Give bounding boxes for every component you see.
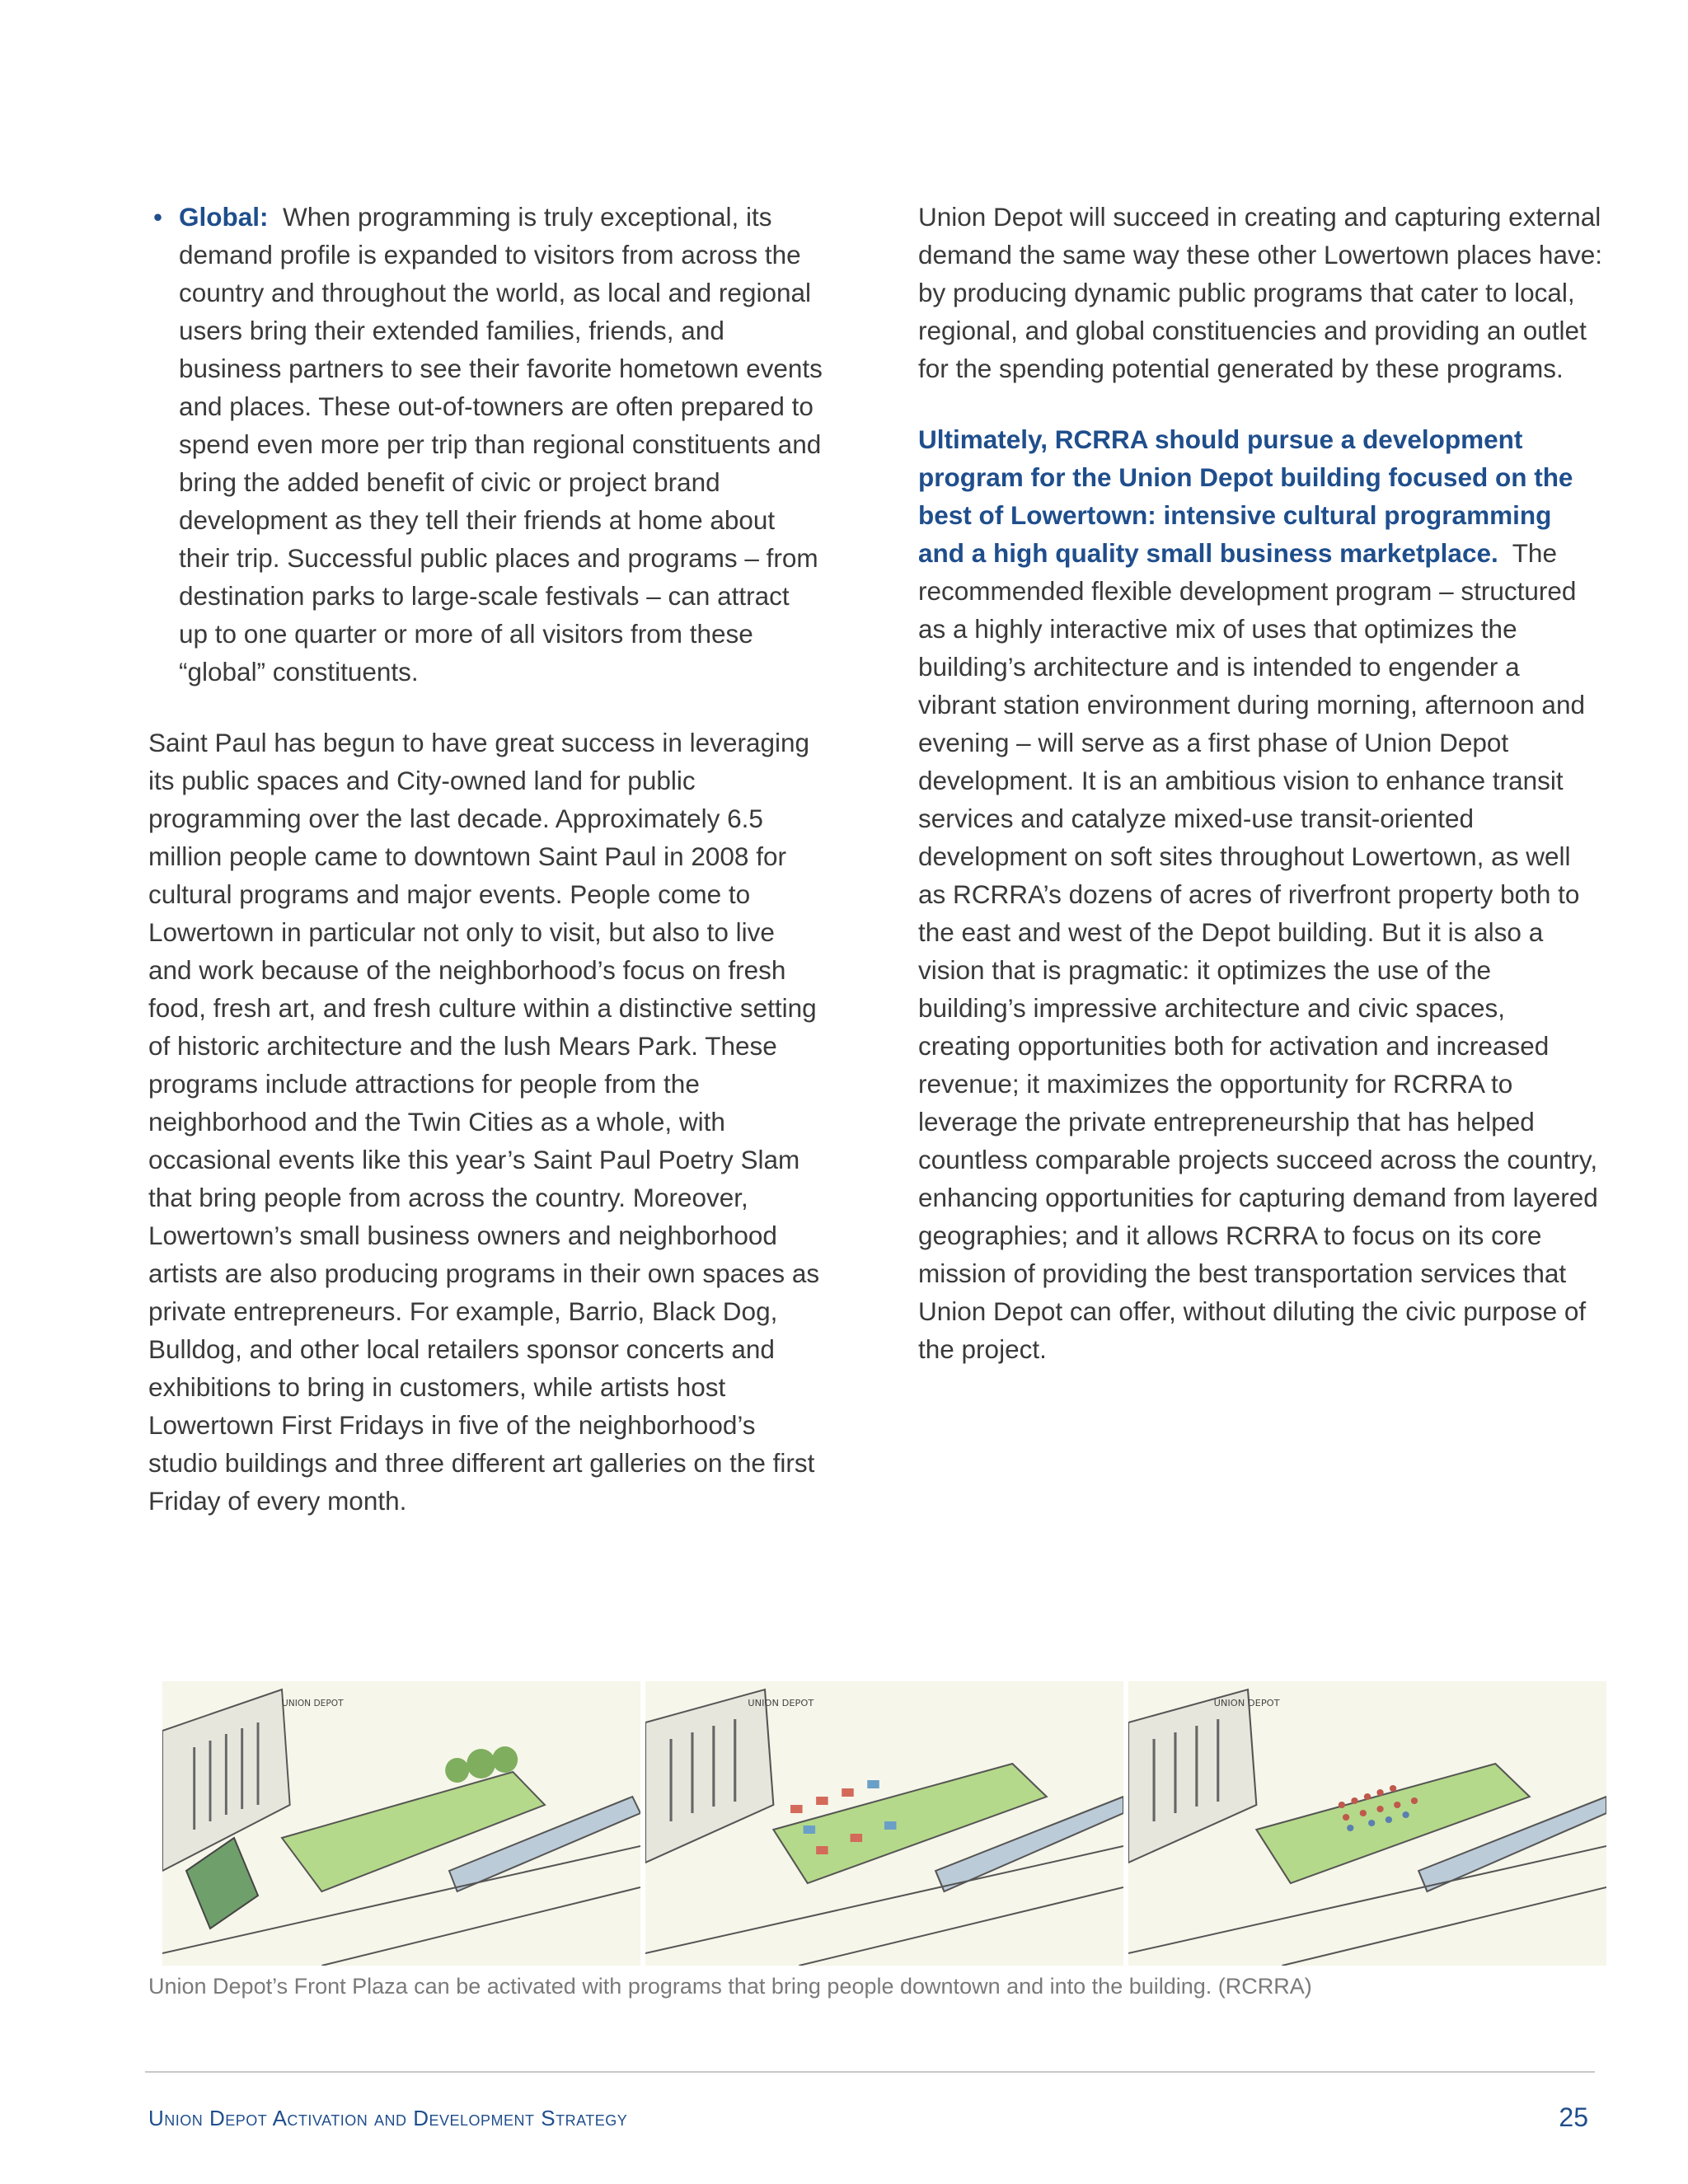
- sketch-open-lawn: [162, 1681, 640, 1966]
- figure-caption: Union Depot’s Front Plaza can be activated with programs that bring people downtown and into the building. (RCRRA): [148, 1974, 1312, 1999]
- svg-text:UNION DEPOT: UNION DEPOT: [1213, 1698, 1280, 1708]
- bullet-label: Global:: [179, 202, 269, 232]
- plaza-sketches-figure: [162, 1681, 1606, 1966]
- bullet-text: When programming is truly exceptional, its demand profile is expanded to visitors from across the country and throughout the world, as local and regional users bring their extended families, friends, and business partners to see their favorite hometown events and places. These out-of-towners are often prepared to spend even more per trip than regional constituents and bring the added benefit of civic or project brand development as they tell their friends at home about their trip. Successful public places and programs – from destination parks to large-scale festivals – can attract up to one quarter or more of all visitors from these “global” constituents.: [179, 202, 823, 687]
- left-column: [148, 198, 824, 1520]
- footer-title: Union Depot Activation and Development Strategy: [148, 2106, 628, 2130]
- svg-text:UNION DEPOT: UNION DEPOT: [282, 1697, 344, 1709]
- emphasis-statement: Ultimately, RCRRA should pursue a development program for the Union Depot building focused on the best of Lowertown: intensive cultural programming and a high quality small business marketplace.: [918, 424, 1573, 568]
- sketch-performance-stage: [1128, 1681, 1606, 1966]
- right-paragraph-2: The recommended flexible development program – structured as a highly interactive mix of uses that optimizes the building’s architecture and is intended to engender a vibrant station environment during morning, afternoon and evening – will serve as a first phase of Union Depot development. It is an ambitious vision to enhance transit services and catalyze mixed-use transit-oriented development on soft sites throughout Lowertown, as well as RCRRA’s dozens of acres of riverfront property both to the east and west of the Depot building. But it is also a vision that is pragmatic: it optimizes the use of the building’s impressive architecture and civic spaces, creating opportunities both for activation and increased revenue; it maximizes the opportunity for RCRRA to leverage the private entrepreneurship that has helped countless comparable projects succeed across the country, enhancing opportunities for capturing demand from layered geographies; and it allows RCRRA to focus on its core mission of providing the best transportation services that Union Depot can offer, without diluting the civic purpose of the project.: [918, 538, 1598, 1364]
- bullet-dot-icon: •: [153, 202, 163, 232]
- right-column: [918, 198, 1602, 1368]
- sketch-market-stalls: [645, 1681, 1123, 1966]
- bullet-global: [148, 198, 824, 691]
- footer-divider: [145, 2071, 1595, 2073]
- svg-text:UNION DEPOT: UNION DEPOT: [748, 1698, 814, 1708]
- right-paragraph-2-block: [918, 420, 1602, 1368]
- left-paragraph: Saint Paul has begun to have great success in leveraging its public spaces and City-owned land for public programming over the last decade. Approximately 6.5 million people came to downtown Saint Paul in 2008 for cultural programs and major events. People come to Lowertown in particular not only to visit, but also to live and work because of the neighborhood’s focus on fresh food, fresh art, and fresh culture within a distinctive setting of historic architecture and the lush Mears Park. These programs include attractions for people from the neighborhood and the Twin Cities as a whole, with occasional events like this year’s Saint Paul Poetry Slam that bring people from across the country. Moreover, Lowertown’s small business owners and neighborhood artists are also producing programs in their own spaces as private entrepreneurs. For example, Barrio, Black Dog, Bulldog, and other local retailers sponsor concerts and exhibitions to bring in customers, while artists host Lowertown First Fridays in five of the neighborhood’s studio buildings and three different art galleries on the first Friday of every month.: [148, 728, 820, 1516]
- page-number: 25: [1559, 2102, 1588, 2132]
- right-paragraph-1: Union Depot will succeed in creating and capturing external demand the same way these other Lowertown places have: by producing dynamic public programs that cater to local, regional, and global constituencies and providing an outlet for the spending potential generated by these programs.: [918, 202, 1602, 383]
